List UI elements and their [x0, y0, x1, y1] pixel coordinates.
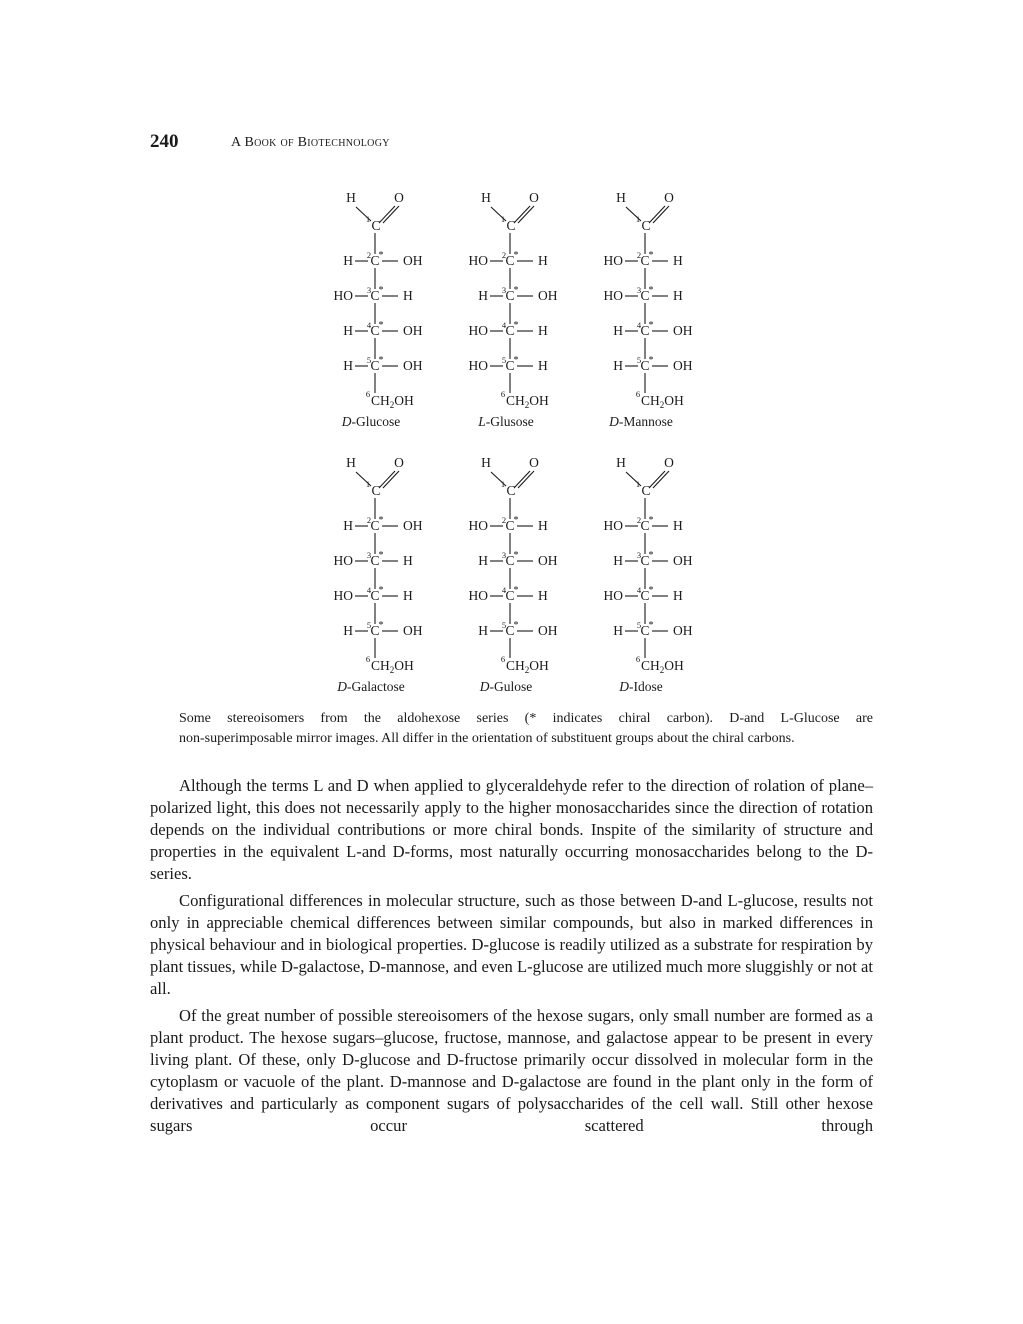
substituent-right: OH — [403, 518, 423, 533]
carbon-3: C — [640, 553, 650, 568]
running-head: A Book of Biotechnology — [231, 135, 390, 150]
molecule-d-gulose — [469, 455, 558, 694]
substituent-right: H — [538, 518, 548, 533]
substituent-left: HO — [333, 288, 353, 303]
chiral-marker: * — [378, 585, 384, 596]
carbon-number: 6 — [365, 389, 371, 399]
substituent-right: OH — [538, 288, 558, 303]
carbon-2: C — [640, 253, 650, 268]
chiral-marker: * — [378, 355, 384, 366]
carbon-number: 3 — [636, 285, 642, 295]
carbon-number: 6 — [500, 654, 506, 664]
substituent-left: H — [478, 288, 488, 303]
chiral-marker: * — [648, 585, 654, 596]
molecule-label: D-Idose — [619, 679, 663, 694]
ch2oh-group: $CH_2OH$ — [641, 658, 684, 675]
body-text — [150, 775, 873, 1142]
substituent-left: HO — [603, 288, 623, 303]
substituent-right: H — [538, 253, 548, 268]
substituent-right: H — [403, 553, 413, 568]
substituent-right: H — [673, 518, 683, 533]
molecule-d-mannose — [604, 190, 693, 429]
double-bond — [649, 206, 665, 223]
caption-line-2: non-superimposable mirror images. All differ in the orientation of substituent groups about the chiral carbons. — [179, 731, 795, 746]
carbon-number: 4 — [366, 585, 372, 595]
double-bond — [653, 471, 669, 488]
double-bond — [518, 206, 534, 223]
aldehyde-h: H — [481, 190, 491, 205]
carbon-2: C — [370, 518, 380, 533]
substituent-left: H — [343, 323, 353, 338]
substituent-left: H — [613, 323, 623, 338]
carbon-5: C — [640, 358, 650, 373]
double-bond — [383, 206, 399, 223]
substituent-right: H — [538, 323, 548, 338]
carbon-1: C — [371, 483, 381, 498]
aldehyde-o: O — [529, 190, 539, 205]
aldehyde-h: H — [346, 455, 356, 470]
chiral-marker: * — [378, 620, 384, 631]
aldehyde-h: H — [616, 455, 626, 470]
substituent-right: OH — [403, 323, 423, 338]
carbon-4: C — [640, 588, 650, 603]
aldehyde-h: H — [346, 190, 356, 205]
carbon-number: 4 — [636, 320, 642, 330]
aldehyde-o: O — [394, 455, 404, 470]
substituent-left: HO — [468, 323, 488, 338]
substituent-left: HO — [468, 253, 488, 268]
carbon-4: C — [640, 323, 650, 338]
double-bond — [383, 471, 399, 488]
carbon-number: 1 — [500, 479, 506, 489]
double-bond — [379, 206, 395, 223]
aldehyde-o: O — [394, 190, 404, 205]
chiral-marker: * — [648, 355, 654, 366]
molecule-d-idose — [604, 455, 693, 694]
carbon-5: C — [640, 623, 650, 638]
molecule-label: D-Mannose — [609, 414, 673, 429]
molecule-label: L-Glusose — [478, 414, 534, 429]
double-bond — [514, 206, 530, 223]
substituent-right: H — [538, 358, 548, 373]
substituent-right: H — [403, 588, 413, 603]
chiral-marker: * — [648, 285, 654, 296]
aldehyde-o: O — [664, 190, 674, 205]
chiral-marker: * — [648, 320, 654, 331]
carbon-3: C — [370, 288, 380, 303]
substituent-right: H — [673, 288, 683, 303]
carbon-1: C — [371, 218, 381, 233]
chiral-marker: * — [378, 250, 384, 261]
carbon-3: C — [640, 288, 650, 303]
chiral-marker: * — [513, 285, 519, 296]
ch2oh-group: $CH_2OH$ — [371, 393, 414, 410]
figure-caption — [179, 709, 873, 749]
aldehyde-o: O — [529, 455, 539, 470]
chiral-marker: * — [513, 620, 519, 631]
carbon-1: C — [641, 483, 651, 498]
carbon-5: C — [370, 623, 380, 638]
carbon-number: 2 — [636, 250, 642, 260]
carbon-number: 4 — [501, 320, 507, 330]
molecule-l-glusose — [469, 190, 558, 429]
carbon-number: 2 — [636, 515, 642, 525]
carbon-4: C — [505, 588, 515, 603]
carbon-2: C — [640, 518, 650, 533]
carbon-4: C — [370, 323, 380, 338]
substituent-right: OH — [403, 623, 423, 638]
carbon-1: C — [641, 218, 651, 233]
chiral-marker: * — [648, 550, 654, 561]
carbon-2: C — [370, 253, 380, 268]
chiral-marker: * — [378, 550, 384, 561]
carbon-number: 5 — [636, 355, 642, 365]
aldehyde-o: O — [664, 455, 674, 470]
substituent-right: OH — [538, 553, 558, 568]
molecule-label: D-Gulose — [479, 679, 533, 694]
carbon-number: 6 — [365, 654, 371, 664]
carbon-number: 6 — [635, 654, 641, 664]
carbon-number: 5 — [366, 620, 372, 630]
carbon-2: C — [505, 518, 515, 533]
carbon-number: 1 — [635, 214, 641, 224]
substituent-left: HO — [468, 588, 488, 603]
carbon-5: C — [370, 358, 380, 373]
stereoisomer-figure — [300, 185, 720, 700]
chiral-marker: * — [513, 585, 519, 596]
carbon-number: 4 — [636, 585, 642, 595]
substituent-left: H — [343, 623, 353, 638]
substituent-left: H — [613, 623, 623, 638]
substituent-right: H — [673, 588, 683, 603]
carbon-number: 3 — [501, 550, 507, 560]
substituent-right: OH — [403, 358, 423, 373]
substituent-left: H — [343, 518, 353, 533]
carbon-number: 2 — [366, 515, 372, 525]
carbon-number: 5 — [501, 355, 507, 365]
substituent-right: OH — [673, 358, 693, 373]
substituent-left: HO — [603, 518, 623, 533]
paragraph-2: Configurational differences in molecular structure, such as those between D-and L-glucose, results not only in appreciable chemical differences between similar compounds, but also in marked differences in physical behaviour and in biological properties. D-glucose is readily utilized as a substrate for respiration by plant tissues, while D-galactose, D-mannose, and even L-glucose are utilized much more sluggishly or not at all. — [150, 891, 873, 998]
double-bond — [653, 206, 669, 223]
substituent-right: OH — [403, 253, 423, 268]
double-bond — [518, 471, 534, 488]
carbon-number: 3 — [501, 285, 507, 295]
ch2oh-group: $CH_2OH$ — [506, 393, 549, 410]
carbon-number: 1 — [365, 479, 371, 489]
carbon-2: C — [505, 253, 515, 268]
fischer-projections — [300, 185, 720, 700]
chiral-marker: * — [513, 320, 519, 331]
substituent-left: HO — [603, 588, 623, 603]
molecule-label: D-Glucose — [341, 414, 401, 429]
chiral-marker: * — [378, 285, 384, 296]
substituent-right: OH — [673, 323, 693, 338]
carbon-number: 5 — [636, 620, 642, 630]
carbon-number: 2 — [501, 515, 507, 525]
carbon-number: 4 — [366, 320, 372, 330]
chiral-marker: * — [513, 355, 519, 366]
chiral-marker: * — [648, 515, 654, 526]
chiral-marker: * — [648, 620, 654, 631]
substituent-right: H — [538, 588, 548, 603]
molecule-d-glucose — [334, 190, 423, 429]
carbon-number: 3 — [366, 285, 372, 295]
carbon-number: 5 — [366, 355, 372, 365]
substituent-left: H — [343, 358, 353, 373]
substituent-left: HO — [333, 553, 353, 568]
carbon-number: 1 — [635, 479, 641, 489]
chiral-marker: * — [513, 515, 519, 526]
substituent-right: OH — [538, 623, 558, 638]
substituent-right: H — [403, 288, 413, 303]
paragraph-3: Of the great number of possible stereoisomers of the hexose sugars, only small number are formed as a plant product. The hexose sugars–glucose, fructose, mannose, and galactose appear to be present in every living plant. Of these, only D-glucose and D-fructose primarily occur dissolved in molecular form in the cytoplasm or vacuole of the plant. D-mannose and D-galactose are found in the plant only in the form of derivatives and particularly as component sugars of polysaccharides of the cell wall. Still other hexose sugars occur scattered through — [150, 1006, 873, 1135]
substituent-left: HO — [468, 358, 488, 373]
molecule-label: D-Galactose — [337, 679, 405, 694]
double-bond — [379, 471, 395, 488]
carbon-number: 2 — [501, 250, 507, 260]
substituent-left: HO — [333, 588, 353, 603]
carbon-3: C — [505, 553, 515, 568]
carbon-number: 6 — [635, 389, 641, 399]
chiral-marker: * — [648, 250, 654, 261]
substituent-right: OH — [673, 623, 693, 638]
molecule-d-galactose — [334, 455, 423, 694]
substituent-left: HO — [468, 518, 488, 533]
chiral-marker: * — [513, 550, 519, 561]
carbon-5: C — [505, 623, 515, 638]
page-number: 240 — [150, 131, 179, 152]
chiral-marker: * — [513, 250, 519, 261]
ch2oh-group: $CH_2OH$ — [506, 658, 549, 675]
double-bond — [514, 471, 530, 488]
carbon-number: 6 — [500, 389, 506, 399]
substituent-left: H — [343, 253, 353, 268]
substituent-left: HO — [603, 253, 623, 268]
substituent-left: H — [613, 553, 623, 568]
carbon-number: 5 — [501, 620, 507, 630]
substituent-left: H — [478, 623, 488, 638]
carbon-1: C — [506, 483, 516, 498]
ch2oh-group: $CH_2OH$ — [641, 393, 684, 410]
carbon-number: 4 — [501, 585, 507, 595]
carbon-number: 3 — [636, 550, 642, 560]
caption-line-1: Some stereoisomers from the aldohexose series (* indicates chiral carbon). D-and L-Glucose are — [179, 711, 873, 726]
paragraph-1: Although the terms L and D when applied to glyceraldehyde refer to the direction of rolation of plane–polarized light, this does not necessarily apply to the higher monosaccharides since the direction of rotation depends on the individual contributions or more chiral bonds. Inspite of the similarity of structure and properties in the equivalent L-and D-forms, most naturally occurring monosaccharides belong to the D-series. — [150, 776, 873, 883]
carbon-5: C — [505, 358, 515, 373]
carbon-4: C — [505, 323, 515, 338]
aldehyde-h: H — [616, 190, 626, 205]
double-bond — [649, 471, 665, 488]
ch2oh-group: $CH_2OH$ — [371, 658, 414, 675]
carbon-number: 1 — [365, 214, 371, 224]
carbon-3: C — [505, 288, 515, 303]
carbon-number: 2 — [366, 250, 372, 260]
carbon-number: 1 — [500, 214, 506, 224]
carbon-3: C — [370, 553, 380, 568]
aldehyde-h: H — [481, 455, 491, 470]
substituent-right: OH — [673, 553, 693, 568]
chiral-marker: * — [378, 515, 384, 526]
carbon-1: C — [506, 218, 516, 233]
carbon-number: 3 — [366, 550, 372, 560]
substituent-left: H — [478, 553, 488, 568]
carbon-4: C — [370, 588, 380, 603]
substituent-right: H — [673, 253, 683, 268]
chiral-marker: * — [378, 320, 384, 331]
substituent-left: H — [613, 358, 623, 373]
